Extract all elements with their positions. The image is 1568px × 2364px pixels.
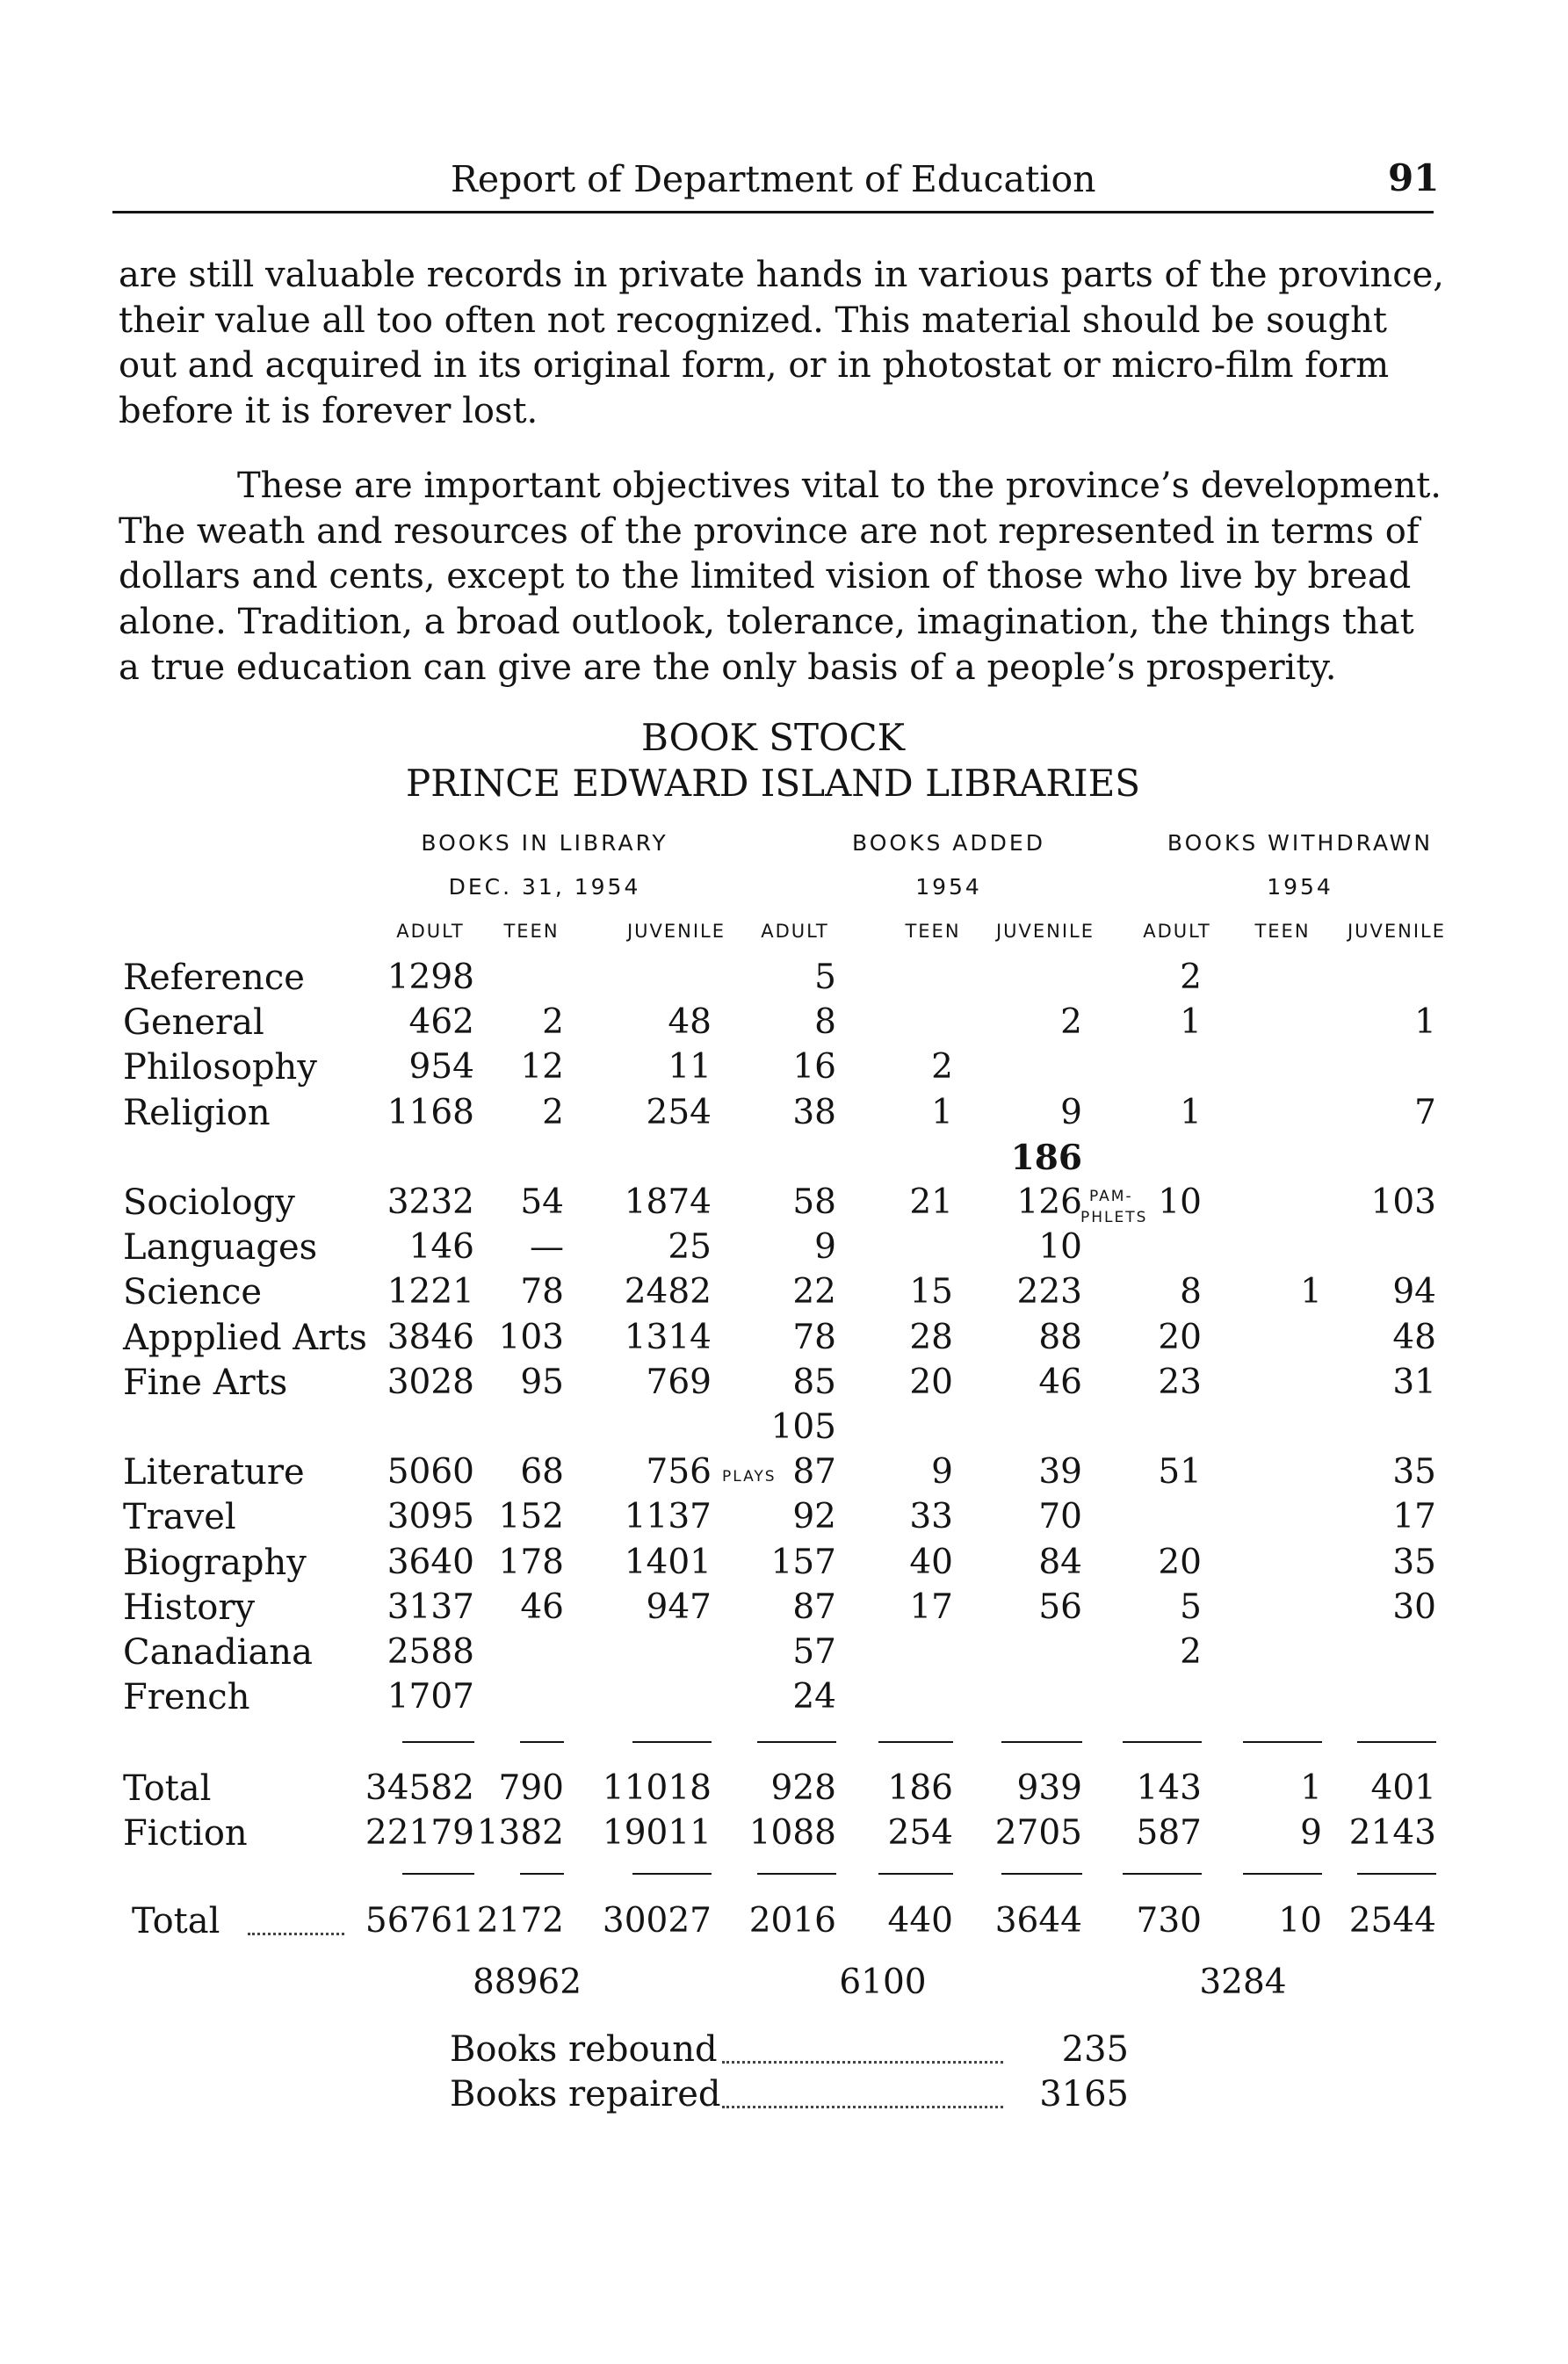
table-cell: 1314 bbox=[624, 1318, 712, 1357]
table-cell: 9 bbox=[931, 1452, 953, 1492]
table-cell: 20 bbox=[1158, 1318, 1202, 1357]
table-cell: 30 bbox=[1392, 1587, 1436, 1627]
subtotal-cell: 2705 bbox=[994, 1813, 1082, 1853]
table-cell: 8 bbox=[1180, 1272, 1202, 1312]
leader-dots bbox=[722, 2061, 1003, 2064]
table-cell: 87 bbox=[792, 1587, 836, 1627]
table-cell: 15 bbox=[909, 1272, 953, 1312]
subtotal-cell: 587 bbox=[1136, 1813, 1202, 1853]
row-label: French bbox=[123, 1677, 250, 1717]
subtotal-cell: 1088 bbox=[748, 1813, 836, 1853]
column-rule bbox=[878, 1741, 953, 1743]
table-cell: 56 bbox=[1038, 1587, 1082, 1627]
subtotal-cell: 19011 bbox=[602, 1813, 712, 1853]
grand-total-cell: 10 bbox=[1278, 1901, 1322, 1941]
paragraph-2-line-5: a true education can give are the only basis of a people’s prosperity. bbox=[119, 647, 1337, 688]
table-cell: 17 bbox=[1392, 1497, 1436, 1536]
table-cell: 105 bbox=[770, 1407, 836, 1447]
grand-total-cell: 2172 bbox=[476, 1901, 564, 1941]
subtotal-cell: 143 bbox=[1136, 1768, 1202, 1808]
column-header-juvenile: JUVENILE bbox=[1347, 921, 1447, 942]
group-total-withdrawn: 3284 bbox=[1199, 1963, 1287, 2002]
table-cell: 954 bbox=[408, 1047, 474, 1087]
row-label: Sociology bbox=[123, 1182, 295, 1223]
table-cell: 2482 bbox=[624, 1272, 712, 1312]
row-label: Religion bbox=[123, 1093, 271, 1133]
plays-note: PLAYS bbox=[722, 1468, 777, 1486]
group-total-in-library: 88962 bbox=[472, 1963, 582, 2002]
running-title: Report of Department of Education bbox=[451, 158, 1096, 200]
table-cell: 33 bbox=[909, 1497, 953, 1536]
grand-total-cell: 3644 bbox=[994, 1901, 1082, 1941]
subtotal-label: Total bbox=[123, 1768, 212, 1809]
column-rule bbox=[757, 1873, 836, 1875]
table-cell: 1707 bbox=[387, 1677, 474, 1717]
grand-total-cell: 2016 bbox=[748, 1901, 836, 1941]
paragraph-1-line-3: out and acquired in its original form, or in photostat or micro-film form bbox=[119, 345, 1390, 386]
row-label: Philosophy bbox=[123, 1047, 317, 1088]
table-cell: 9 bbox=[814, 1227, 836, 1267]
column-header-adult: ADULT bbox=[1143, 921, 1211, 942]
column-rule bbox=[1123, 1741, 1202, 1743]
table-cell: 8 bbox=[814, 1002, 836, 1042]
table-cell: 1 bbox=[931, 1093, 953, 1132]
table-cell: 2 bbox=[1180, 1632, 1202, 1672]
subtotal-cell: 2143 bbox=[1348, 1813, 1436, 1853]
pamphlets-note: PAM- bbox=[1089, 1188, 1133, 1205]
table-cell: 2 bbox=[542, 1093, 564, 1132]
table-cell: 85 bbox=[792, 1363, 836, 1402]
table-cell: 20 bbox=[909, 1363, 953, 1402]
column-header-juvenile: JUVENILE bbox=[995, 921, 1095, 942]
table-cell: 3640 bbox=[387, 1543, 474, 1582]
group-subheader-in-library: DEC. 31, 1954 bbox=[448, 874, 641, 900]
paragraph-1-line-2: their value all too often not recognized. This material should be sought bbox=[119, 300, 1387, 341]
table-cell: 10 bbox=[1158, 1182, 1202, 1222]
table-cell: 7 bbox=[1414, 1093, 1436, 1132]
subtotal-cell: 790 bbox=[498, 1768, 564, 1808]
table-cell: 57 bbox=[792, 1632, 836, 1672]
row-label: Canadiana bbox=[123, 1632, 313, 1673]
table-cell: 10 bbox=[1038, 1227, 1082, 1267]
table-cell: 12 bbox=[520, 1047, 564, 1087]
table-cell: 1298 bbox=[387, 958, 474, 997]
table-cell: 103 bbox=[1370, 1182, 1436, 1222]
grand-total-cell: 56761 bbox=[365, 1901, 474, 1941]
column-rule bbox=[520, 1741, 564, 1743]
table-cell: 3095 bbox=[387, 1497, 474, 1536]
table-cell: 46 bbox=[520, 1587, 564, 1627]
table-cell: 5 bbox=[1180, 1587, 1202, 1627]
paragraph-2-line-2: The weath and resources of the province are not represented in terms of bbox=[119, 511, 1420, 552]
row-label: Science bbox=[123, 1272, 263, 1312]
table-cell: 3232 bbox=[387, 1182, 474, 1222]
subtotal-cell: 939 bbox=[1016, 1768, 1082, 1808]
row-label: Biography bbox=[123, 1543, 307, 1583]
table-cell: 1401 bbox=[624, 1543, 712, 1582]
row-label: Reference bbox=[123, 958, 305, 998]
column-header-teen: TEEN bbox=[503, 921, 560, 942]
grand-total-cell: 30027 bbox=[602, 1901, 712, 1941]
table-cell: — bbox=[530, 1227, 564, 1267]
column-rule bbox=[1357, 1873, 1436, 1875]
column-rule bbox=[632, 1741, 712, 1743]
table-cell: 23 bbox=[1158, 1363, 1202, 1402]
column-rule bbox=[520, 1873, 564, 1875]
subtotal-label: Fiction bbox=[123, 1813, 248, 1854]
column-rule bbox=[757, 1741, 836, 1743]
table-subtitle: PRINCE EDWARD ISLAND LIBRARIES bbox=[405, 762, 1141, 805]
table-cell: 3846 bbox=[387, 1318, 474, 1357]
table-cell: 92 bbox=[792, 1497, 836, 1536]
group-subheader-withdrawn: 1954 bbox=[1267, 874, 1333, 900]
table-cell: 25 bbox=[668, 1227, 712, 1267]
table-cell: 58 bbox=[792, 1182, 836, 1222]
table-cell: 11 bbox=[668, 1047, 712, 1087]
table-cell: 103 bbox=[498, 1318, 564, 1357]
row-label: Fine Arts bbox=[123, 1363, 288, 1403]
column-header-teen: TEEN bbox=[1254, 921, 1311, 942]
table-cell: 28 bbox=[909, 1318, 953, 1357]
table-cell: 2 bbox=[931, 1047, 953, 1087]
table-cell: 146 bbox=[408, 1227, 474, 1267]
table-cell: 35 bbox=[1392, 1543, 1436, 1582]
column-rule bbox=[878, 1873, 953, 1875]
table-cell: 157 bbox=[770, 1543, 836, 1582]
table-cell: 46 bbox=[1038, 1363, 1082, 1402]
table-cell: 1874 bbox=[624, 1182, 712, 1222]
column-header-adult: ADULT bbox=[396, 921, 465, 942]
header-rule bbox=[112, 211, 1434, 213]
table-cell: 1 bbox=[1414, 1002, 1436, 1042]
paragraph-2-line-3: dollars and cents, except to the limited vision of those who live by bread bbox=[119, 556, 1412, 596]
column-rule bbox=[402, 1873, 474, 1875]
group-subheader-added: 1954 bbox=[915, 874, 982, 900]
table-cell: 1137 bbox=[624, 1497, 712, 1536]
table-cell: 48 bbox=[1392, 1318, 1436, 1357]
table-cell: 87 bbox=[792, 1452, 836, 1492]
table-cell: 94 bbox=[1392, 1272, 1436, 1312]
row-label: Literature bbox=[123, 1452, 305, 1493]
group-header-in-library: BOOKS IN LIBRARY bbox=[421, 830, 668, 856]
table-cell: 947 bbox=[646, 1587, 712, 1627]
books-rebound-label: Books rebound bbox=[450, 2029, 718, 2070]
subtotal-cell: 1 bbox=[1300, 1768, 1322, 1808]
table-cell: 84 bbox=[1038, 1543, 1082, 1582]
table-cell: 38 bbox=[792, 1093, 836, 1132]
table-cell: 54 bbox=[520, 1182, 564, 1222]
table-cell: 9 bbox=[1060, 1093, 1082, 1132]
table-cell: 78 bbox=[792, 1318, 836, 1357]
subtotal-cell: 9 bbox=[1300, 1813, 1322, 1853]
table-cell: 95 bbox=[520, 1363, 564, 1402]
table-cell: 254 bbox=[646, 1093, 712, 1132]
table-cell: 5 bbox=[814, 958, 836, 997]
row-label: History bbox=[123, 1587, 256, 1628]
table-cell: 70 bbox=[1038, 1497, 1082, 1536]
subtotal-cell: 11018 bbox=[602, 1768, 712, 1808]
column-rule bbox=[402, 1741, 474, 1743]
column-header-adult: ADULT bbox=[761, 921, 829, 942]
table-cell: 152 bbox=[498, 1497, 564, 1536]
table-cell: 88 bbox=[1038, 1318, 1082, 1357]
table-cell: 78 bbox=[520, 1272, 564, 1312]
column-rule bbox=[632, 1873, 712, 1875]
column-rule bbox=[1001, 1873, 1082, 1875]
paragraph-2-line-4: alone. Tradition, a broad outlook, tolerance, imagination, the things that bbox=[119, 602, 1414, 642]
table-cell: 31 bbox=[1392, 1363, 1436, 1402]
table-cell: 24 bbox=[792, 1677, 836, 1717]
table-cell: 756 bbox=[646, 1452, 712, 1492]
table-cell: 2 bbox=[542, 1002, 564, 1042]
paragraph-1-line-4: before it is forever lost. bbox=[119, 391, 538, 431]
table-cell: 5060 bbox=[387, 1452, 474, 1492]
table-cell: 2 bbox=[1060, 1002, 1082, 1042]
subtotal-cell: 401 bbox=[1370, 1768, 1436, 1808]
subtotal-cell: 1382 bbox=[476, 1813, 564, 1853]
subtotal-cell: 254 bbox=[887, 1813, 953, 1853]
table-cell: 22 bbox=[792, 1272, 836, 1312]
table-cell: 178 bbox=[498, 1543, 564, 1582]
table-cell: 3028 bbox=[387, 1363, 474, 1402]
subtotal-cell: 186 bbox=[887, 1768, 953, 1808]
table-cell: 186 bbox=[1010, 1138, 1082, 1178]
paragraph-1-line-1: are still valuable records in private hands in various parts of the province, bbox=[119, 255, 1445, 295]
row-label: Languages bbox=[123, 1227, 318, 1268]
table-cell: 39 bbox=[1038, 1452, 1082, 1492]
table-cell: 68 bbox=[520, 1452, 564, 1492]
table-cell: 462 bbox=[408, 1002, 474, 1042]
table-cell: 48 bbox=[668, 1002, 712, 1042]
paragraph-2-line-1: These are important objectives vital to the province’s development. bbox=[237, 466, 1442, 506]
table-title: BOOK STOCK bbox=[641, 716, 905, 759]
table-cell: 126 bbox=[1016, 1182, 1082, 1222]
group-header-added: BOOKS ADDED bbox=[852, 830, 1045, 856]
leader-dots bbox=[722, 2106, 1003, 2108]
subtotal-cell: 22179 bbox=[365, 1813, 474, 1853]
pamphlets-note: PHLETS bbox=[1080, 1209, 1148, 1226]
books-rebound-value: 235 bbox=[1061, 2029, 1129, 2070]
subtotal-cell: 928 bbox=[770, 1768, 836, 1808]
row-label: Travel bbox=[123, 1497, 236, 1537]
table-cell: 17 bbox=[909, 1587, 953, 1627]
grand-total-cell: 440 bbox=[887, 1901, 953, 1941]
table-cell: 2 bbox=[1180, 958, 1202, 997]
table-cell: 20 bbox=[1158, 1543, 1202, 1582]
table-cell: 1 bbox=[1180, 1002, 1202, 1042]
table-cell: 1221 bbox=[387, 1272, 474, 1312]
column-rule bbox=[1001, 1741, 1082, 1743]
subtotal-cell: 34582 bbox=[365, 1768, 474, 1808]
table-cell: 769 bbox=[646, 1363, 712, 1402]
table-cell: 223 bbox=[1016, 1272, 1082, 1312]
column-rule bbox=[1243, 1873, 1322, 1875]
grand-total-label: Total bbox=[132, 1901, 220, 1941]
table-cell: 2588 bbox=[387, 1632, 474, 1672]
row-label: General bbox=[123, 1002, 264, 1043]
column-rule bbox=[1243, 1741, 1322, 1743]
table-cell: 1168 bbox=[387, 1093, 474, 1132]
books-repaired-value: 3165 bbox=[1039, 2074, 1129, 2115]
table-cell: 35 bbox=[1392, 1452, 1436, 1492]
column-rule bbox=[1123, 1873, 1202, 1875]
column-header-teen: TEEN bbox=[905, 921, 961, 942]
grand-total-cell: 2544 bbox=[1348, 1901, 1436, 1941]
column-rule bbox=[1357, 1741, 1436, 1743]
grand-total-cell: 730 bbox=[1136, 1901, 1202, 1941]
table-cell: 1 bbox=[1180, 1093, 1202, 1132]
table-cell: 1 bbox=[1300, 1272, 1322, 1312]
table-cell: 3137 bbox=[387, 1587, 474, 1627]
table-cell: 40 bbox=[909, 1543, 953, 1582]
row-label: Appplied Arts bbox=[123, 1318, 367, 1358]
table-cell: 21 bbox=[909, 1182, 953, 1222]
group-header-withdrawn: BOOKS WITHDRAWN bbox=[1167, 830, 1434, 856]
page-number: 91 bbox=[1388, 156, 1440, 199]
column-header-juvenile: JUVENILE bbox=[626, 921, 726, 942]
books-repaired-label: Books repaired bbox=[450, 2074, 721, 2115]
group-total-added: 6100 bbox=[839, 1963, 927, 2002]
table-cell: 51 bbox=[1158, 1452, 1202, 1492]
table-cell: 16 bbox=[792, 1047, 836, 1087]
